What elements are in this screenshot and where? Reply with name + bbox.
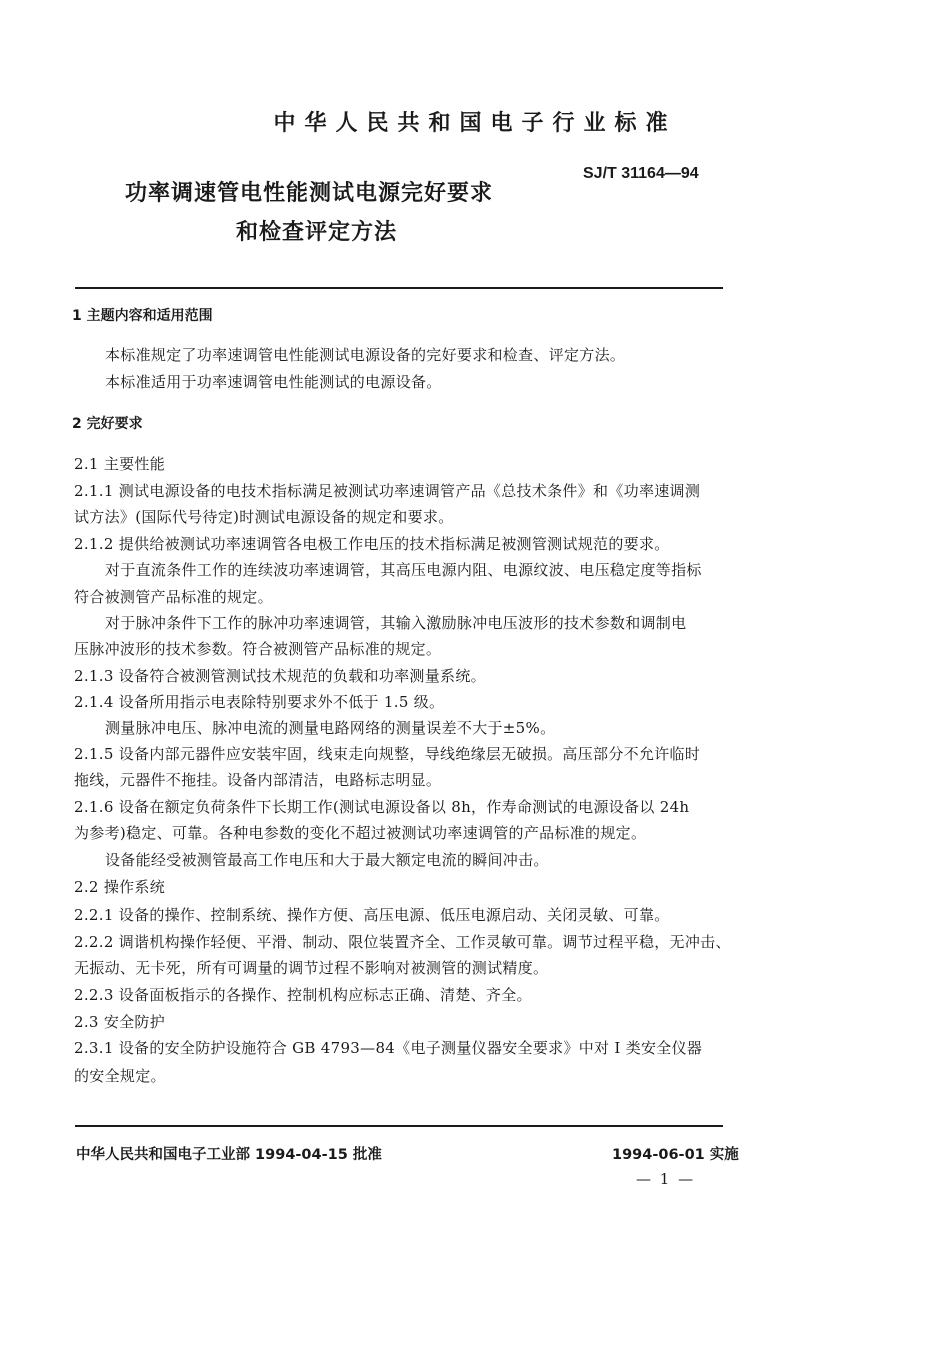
text-line: 的安全规定。 bbox=[74, 1067, 166, 1085]
text-line: 对于直流条件工作的连续波功率速调管，其高压电源内阻、电源纹波、电压稳定度等指标 bbox=[105, 561, 702, 579]
text-line: 拖线，元器件不拖挂。设备内部清洁，电路标志明显。 bbox=[74, 771, 442, 789]
text-line: 设备能经受被测管最高工作电压和大于最大额定电流的瞬间冲击。 bbox=[105, 851, 549, 869]
text-line: 测量脉冲电压、脉冲电流的测量电路网络的测量误差不大于±5%。 bbox=[105, 719, 556, 737]
text-line: 2.1.5 设备内部元器件应安装牢固，线束走向规整，导线绝缘层无破损。高压部分不允许临时 bbox=[74, 745, 701, 763]
subsection-heading: 2.3 安全防护 bbox=[74, 1013, 166, 1031]
text-line: 2.2.2 调谐机构操作轻便、平滑、制动、限位装置齐全、工作灵敏可靠。调节过程平稳，无冲击、 bbox=[74, 933, 731, 951]
page-number: — 1 — bbox=[636, 1170, 696, 1188]
org-title: 中华人民共和国电子行业标准 bbox=[273, 111, 677, 136]
text-line: 2.3.1 设备的安全防护设施符合 GB 4793—84《电子测量仪器安全要求》中对 I 类安全仪器 bbox=[74, 1039, 703, 1057]
text-line: 2.1.6 设备在额定负荷条件下长期工作(测试电源设备以 8h，作寿命测试的电源设备以 24h bbox=[74, 798, 690, 816]
section-1-heading: 1 主题内容和适用范围 bbox=[72, 308, 213, 324]
text-line: 2.1.3 设备符合被测管测试技术规范的负载和功率测量系统。 bbox=[74, 667, 486, 685]
text-line: 符合被测管产品标准的规定。 bbox=[74, 588, 273, 606]
paragraph: 本标准规定了功率速调管电性能测试电源设备的完好要求和检查、评定方法。 bbox=[105, 346, 626, 364]
text-line: 为参考)稳定、可靠。各种电参数的变化不超过被测试功率速调管的产品标准的规定。 bbox=[74, 824, 647, 842]
text-line: 无振动、无卡死，所有可调量的调节过程不影响对被测管的测试精度。 bbox=[74, 959, 549, 977]
footer-rule bbox=[75, 1125, 723, 1127]
subsection-heading: 2.1 主要性能 bbox=[74, 455, 166, 473]
text-line: 2.1.4 设备所用指示电表除特别要求外不低于 1.5 级。 bbox=[74, 693, 445, 711]
doc-title-line1: 功率调速管电性能测试电源完好要求 bbox=[125, 181, 494, 206]
text-line: 2.2.3 设备面板指示的各操作、控制机构应标志正确、清楚、齐全。 bbox=[74, 986, 532, 1004]
doc-code: SJ/T 31164—94 bbox=[583, 165, 699, 182]
text-line: 对于脉冲条件下工作的脉冲功率速调管，其输入激励脉冲电压波形的技术参数和调制电 bbox=[105, 614, 687, 632]
section-2-heading: 2 完好要求 bbox=[72, 416, 143, 432]
effective-date: 1994-06-01 实施 bbox=[612, 1147, 739, 1163]
paragraph: 本标准适用于功率速调管电性能测试的电源设备。 bbox=[105, 373, 442, 391]
text-line: 2.2.1 设备的操作、控制系统、操作方便、高压电源、低压电源启动、关闭灵敏、可靠。 bbox=[74, 906, 670, 924]
text-line: 2.1.2 提供给被测试功率速调管各电极工作电压的技术指标满足被测管测试规范的要求。 bbox=[74, 535, 670, 553]
text-line: 2.1.1 测试电源设备的电技术指标满足被测试功率速调管产品《总技术条件》和《功率速调测 bbox=[74, 482, 701, 500]
subsection-heading: 2.2 操作系统 bbox=[74, 878, 166, 896]
text-line: 压脉冲波形的技术参数。符合被测管产品标准的规定。 bbox=[74, 640, 442, 658]
text-line: 试方法》(国际代号待定)时测试电源设备的规定和要求。 bbox=[74, 508, 454, 526]
header-rule bbox=[75, 287, 723, 289]
approval-note: 中华人民共和国电子工业部 1994-04-15 批准 bbox=[76, 1147, 382, 1163]
doc-title-line2: 和检查评定方法 bbox=[236, 220, 398, 245]
